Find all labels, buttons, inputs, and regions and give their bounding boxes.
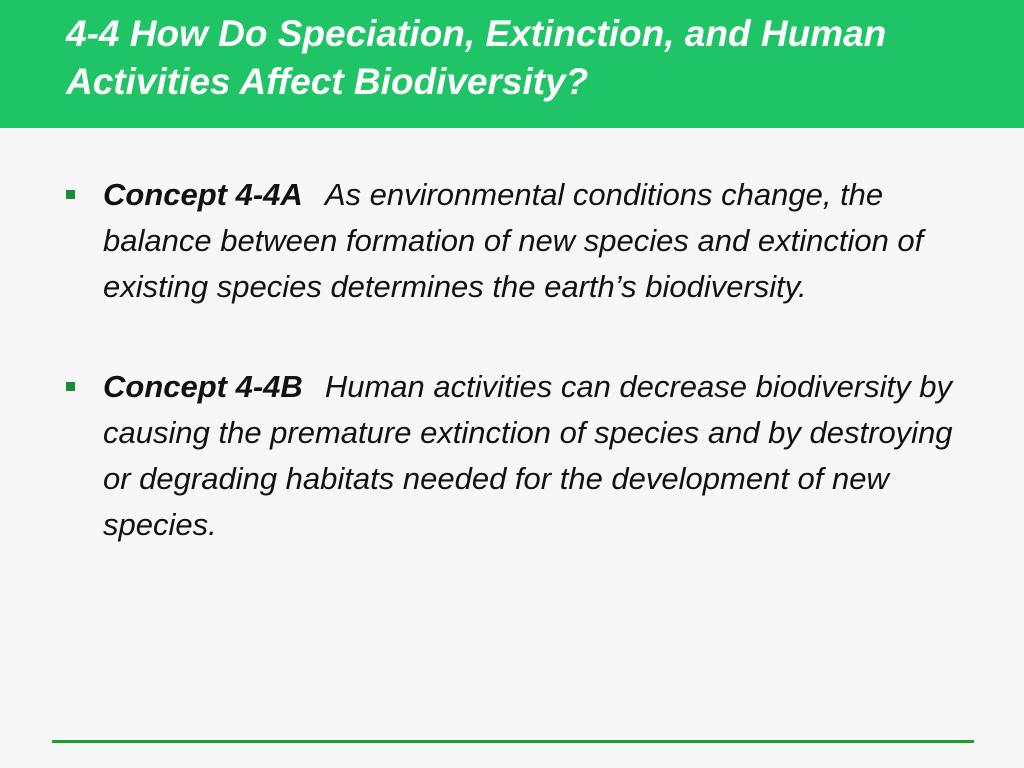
concept-text: Human activities can decrease biodiversity by causing the premature extinction of species and by destroying or degrading habitats needed for the development of new species. bbox=[103, 369, 953, 542]
slide-title: 4-4 How Do Speciation, Extinction, and Human Activities Affect Biodiversity? bbox=[66, 13, 887, 102]
slide-content bbox=[66, 172, 966, 602]
bullet-item-concept-4-4a bbox=[66, 172, 966, 310]
square-bullet-icon bbox=[66, 190, 75, 199]
bullet-item-concept-4-4b bbox=[66, 364, 966, 548]
title-bar bbox=[0, 0, 1024, 128]
footer-divider bbox=[52, 740, 974, 743]
concept-text: As environmental conditions change, the balance between formation of new species and extinction of existing species determines the earth’s biodiversity. bbox=[103, 177, 924, 304]
concept-label: Concept 4-4A bbox=[103, 177, 303, 212]
concept-label: Concept 4-4B bbox=[103, 369, 303, 404]
square-bullet-icon bbox=[66, 382, 75, 391]
